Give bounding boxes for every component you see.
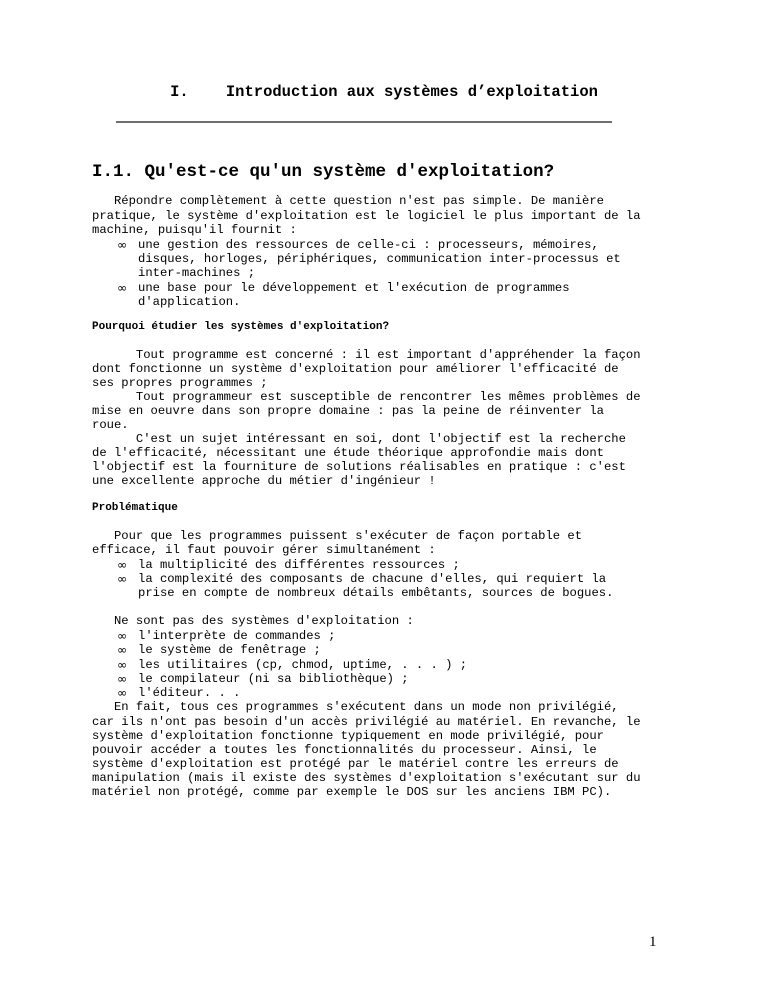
bullet-icon: ∞	[117, 658, 128, 672]
paragraph-line: Tout programmeur est susceptible de rencontrer les mêmes problèmes de	[92, 390, 641, 404]
bullet-icon: ∞	[117, 558, 128, 572]
list-item-line: prise en compte de nombreux détails embêtants, sources de bogues.	[138, 586, 614, 600]
paragraph-line: En fait, tous ces programmes s'exécutent dans un mode non privilégié,	[92, 700, 619, 714]
subsection-heading: Pourquoi étudier les systèmes d'exploitation?	[92, 321, 390, 333]
paragraph-line: l'objectif est la fourniture de solutions réalisables en pratique : c'est	[92, 460, 626, 474]
list-item-line: inter-machines ;	[138, 266, 256, 280]
paragraph-line: mise en oeuvre dans son propre domaine : pas la peine de réinventer la	[92, 404, 604, 418]
paragraph-line: dont fonctionne un système d'exploitation pour améliorer l'efficacité de	[92, 362, 619, 376]
chapter-title: I. Introduction aux systèmes d’exploitation	[170, 83, 598, 101]
paragraph-line: Tout programme est concerné : il est important d'appréhender la façon	[92, 348, 641, 362]
paragraph-line: C'est un sujet intéressant en soi, dont l'objectif est la recherche	[92, 432, 626, 446]
list-item-line: le compilateur (ni sa bibliothèque) ;	[138, 672, 409, 686]
bullet-icon: ∞	[117, 643, 128, 657]
list-item-line: d'application.	[138, 295, 241, 309]
paragraph-line: pratique, le système d'exploitation est le logiciel le plus important de la	[92, 209, 641, 223]
paragraph-line: Répondre complètement à cette question n'est pas simple. De manière	[92, 194, 604, 208]
bullet-icon: ∞	[117, 672, 128, 686]
paragraph-line: ses propres programmes ;	[92, 376, 268, 390]
paragraph-line: machine, puisqu'il fournit :	[92, 223, 297, 237]
paragraph-line: Pour que les programmes puissent s'exécuter de façon portable et	[92, 529, 583, 543]
paragraph-line: de l'efficacité, nécessitant une étude théorique approfondie mais dont	[92, 446, 604, 460]
bullet-icon: ∞	[117, 238, 128, 252]
paragraph-line: Ne sont pas des systèmes d'exploitation :	[92, 614, 414, 628]
bullet-icon: ∞	[117, 686, 128, 700]
title-divider	[116, 121, 612, 123]
paragraph-line: une excellente approche du métier d'ingénieur !	[92, 474, 436, 488]
bullet-icon: ∞	[117, 572, 128, 586]
list-item-line: la complexité des composants de chacune d'elles, qui requiert la	[138, 572, 607, 586]
bullet-icon: ∞	[117, 281, 128, 295]
list-item-line: une base pour le développement et l'exécution de programmes	[138, 281, 570, 295]
list-item-line: les utilitaires (cp, chmod, uptime, . . . ) ;	[138, 658, 468, 672]
list-item-line: disques, horloges, périphériques, communication inter-processus et	[138, 252, 621, 266]
paragraph-line: efficace, il faut pouvoir gérer simultanément :	[92, 543, 436, 557]
list-item-line: une gestion des ressources de celle-ci : processeurs, mémoires,	[138, 238, 599, 252]
page-number: 1	[649, 934, 657, 950]
list-item-line: l'interprète de commandes ;	[138, 629, 336, 643]
paragraph-line: manipulation (mais il existe des systèmes d'exploitation s'exécutant sur du	[92, 771, 641, 785]
paragraph-line: car ils n'ont pas besoin d'un accès privilégié au matériel. En revanche, le	[92, 715, 641, 729]
paragraph-line: système d'exploitation est protégé par le matériel contre les erreurs de	[92, 757, 619, 771]
list-item-line: l'éditeur. . .	[138, 686, 241, 700]
bullet-icon: ∞	[117, 629, 128, 643]
list-item-line: le système de fenêtrage ;	[138, 643, 321, 657]
section-title: I.1. Qu'est-ce qu'un système d'exploitation?	[92, 162, 555, 182]
paragraph-line: matériel non protégé, comme par exemple le DOS sur les anciens IBM PC).	[92, 785, 612, 799]
list-item-line: la multiplicité des différentes ressources ;	[138, 558, 460, 572]
paragraph-line: pouvoir accéder a toutes les fonctionnalités du processeur. Ainsi, le	[92, 743, 597, 757]
paragraph-line: système d'exploitation fonctionne typiquement en mode privilégié, pour	[92, 729, 604, 743]
subsection-heading: Problématique	[92, 502, 178, 514]
paragraph-line: roue.	[92, 418, 129, 432]
